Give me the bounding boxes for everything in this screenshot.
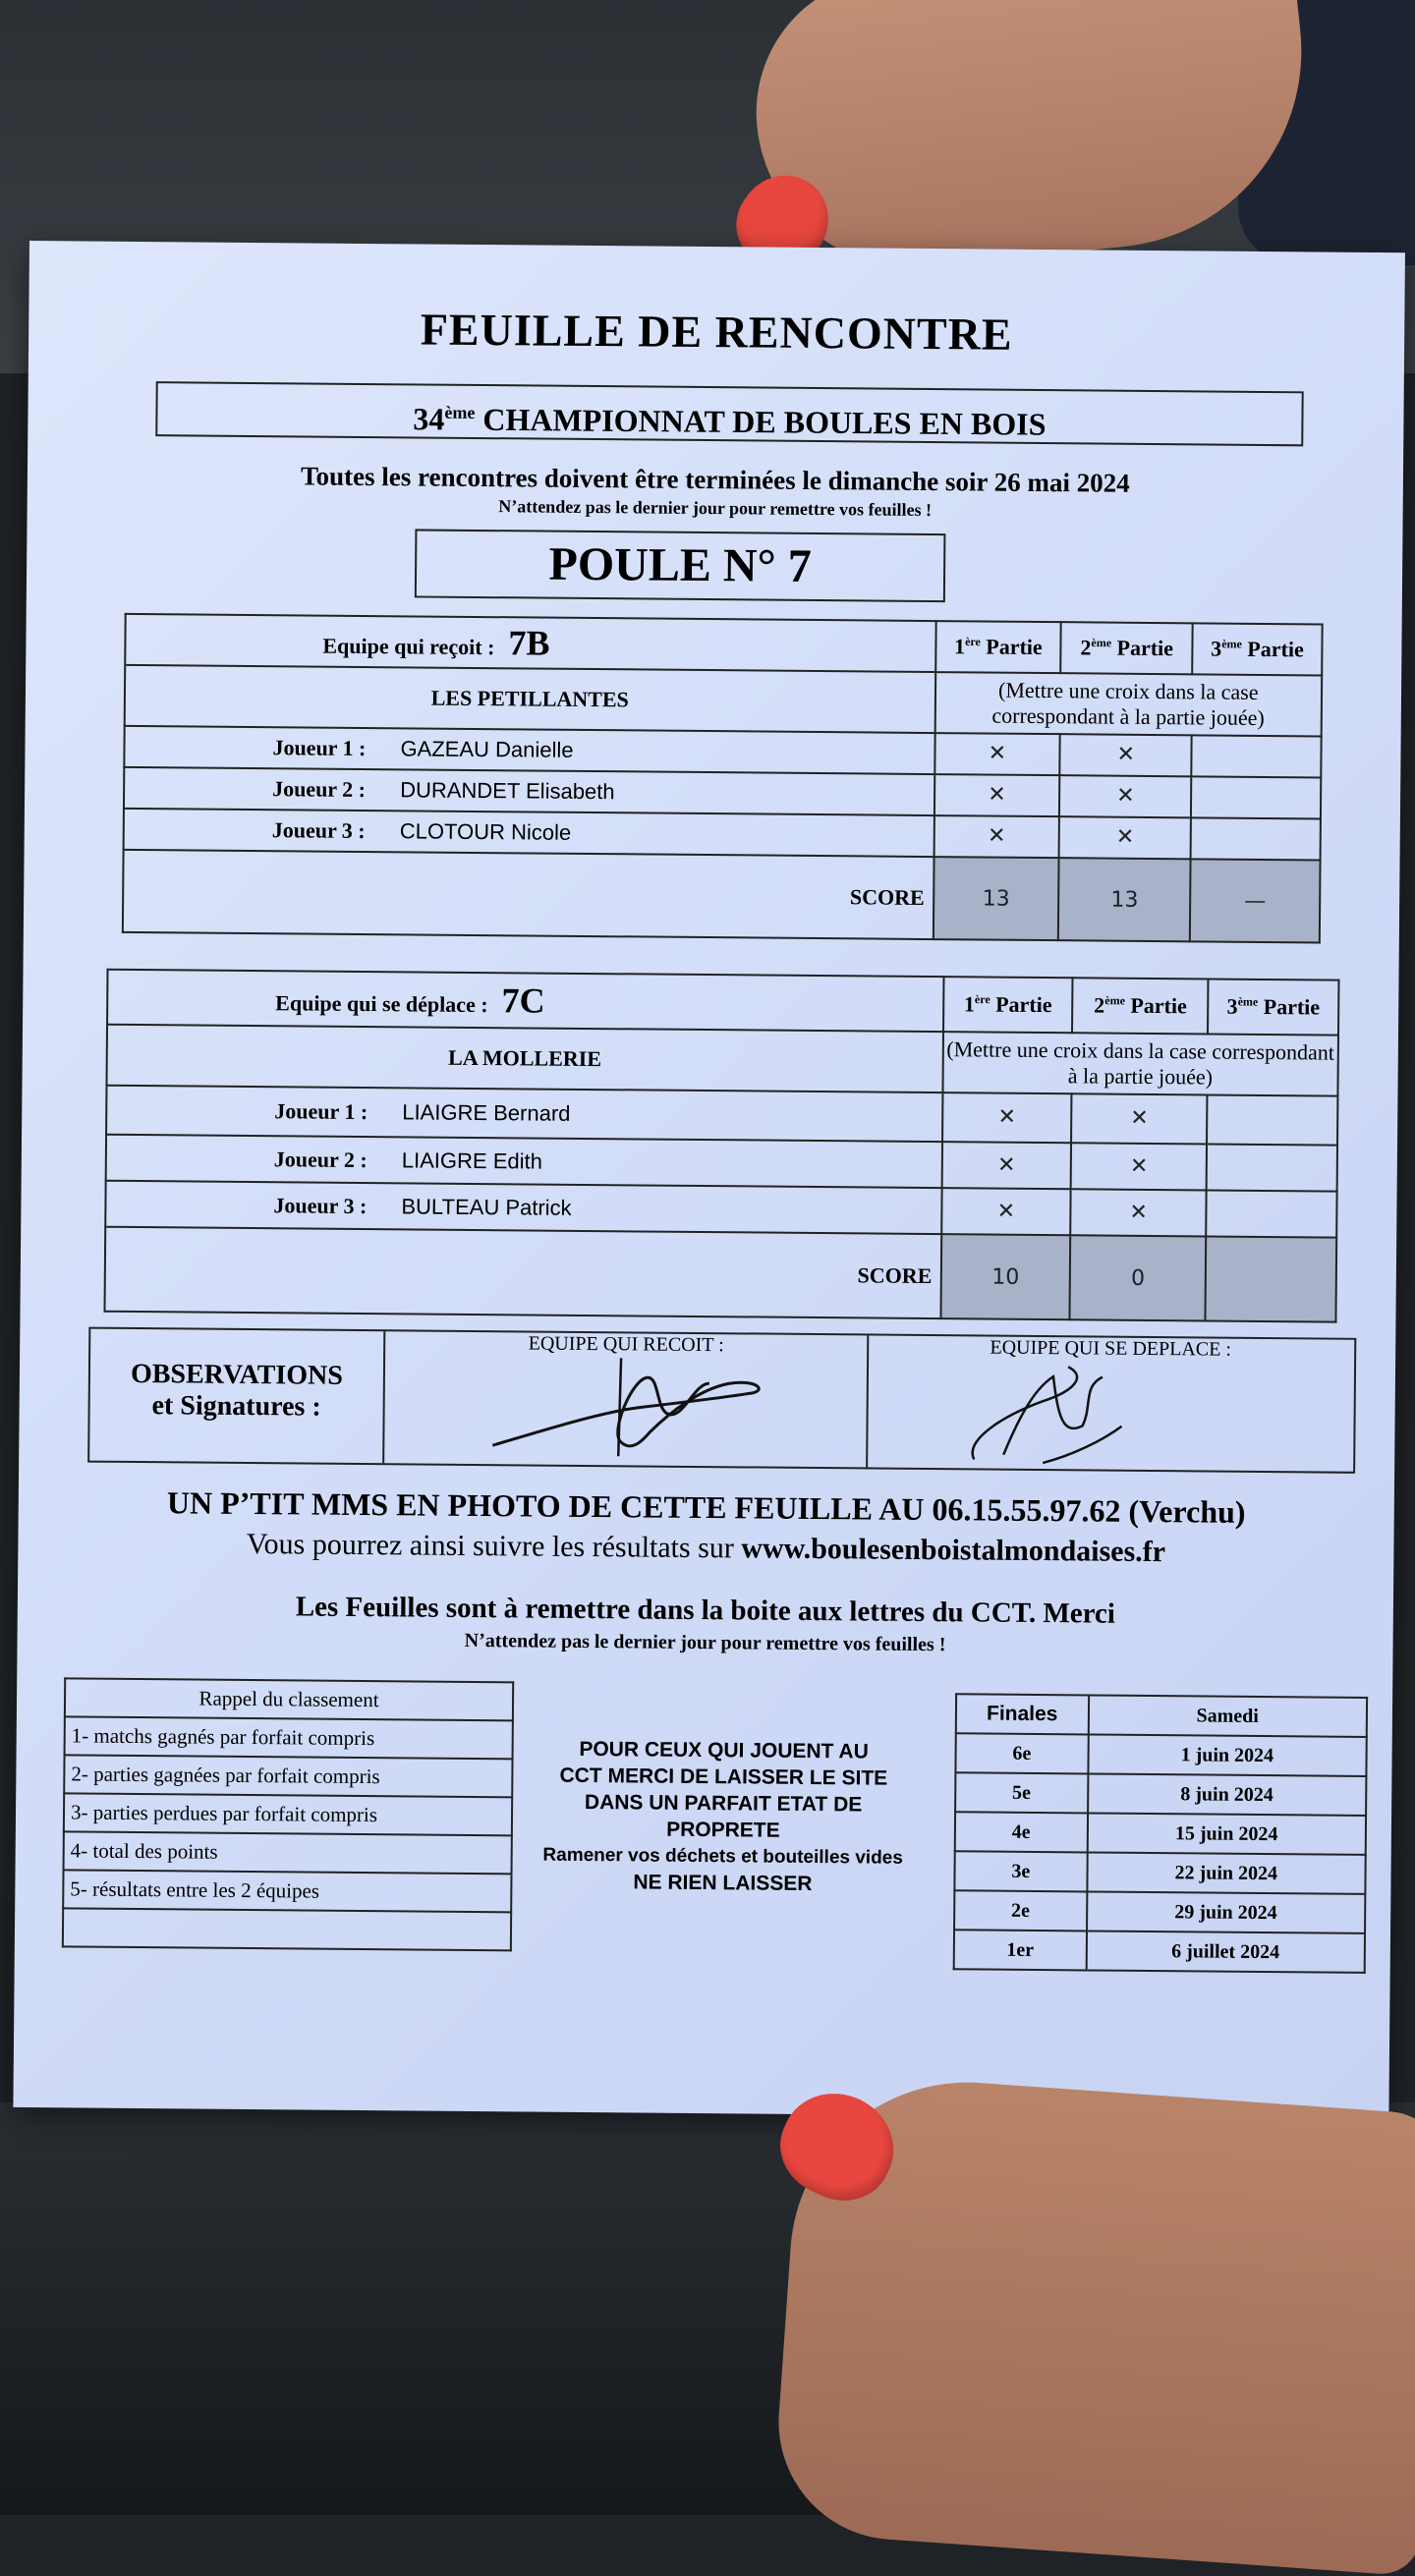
away-player-1-mark-3	[1207, 1094, 1337, 1145]
away-partie-2-header: 2ème Partie	[1072, 978, 1208, 1034]
mms-notice: UN P’TIT MMS EN PHOTO DE CETTE FEUILLE AU 06.15.55.97.62 (Verchu)	[166, 1484, 1246, 1530]
away-signature	[944, 1346, 1142, 1471]
home-player-2: Joueur 2 : DURANDET Elisabeth	[124, 767, 934, 815]
finales-date: 15 juin 2024	[1087, 1813, 1366, 1854]
home-player-1-mark-2: ✕	[1060, 734, 1192, 776]
finales-round: 6e	[955, 1733, 1088, 1773]
home-team-table	[122, 613, 1324, 944]
away-score-1: 10	[940, 1234, 1071, 1319]
home-player-1: Joueur 1 : GAZEAU Danielle	[124, 726, 934, 774]
away-score-3	[1206, 1236, 1337, 1321]
home-player-1-mark-1: ✕	[934, 733, 1060, 775]
home-player-3-mark-2: ✕	[1059, 816, 1191, 859]
deadline-note: N’attendez pas le dernier jour pour remettre vos feuilles !	[498, 496, 933, 521]
rappel-item: 4- total des points	[64, 1831, 512, 1874]
finales-table	[953, 1693, 1368, 1974]
site-notice: Vous pourrez ainsi suivre les résultats sur www.boulesenboistalmondaises.fr	[246, 1527, 1166, 1569]
home-partie-1-header: 1ère Partie	[935, 621, 1061, 673]
rappel-item: 5- résultats entre les 2 équipes	[63, 1870, 511, 1912]
match-sheet	[13, 241, 1405, 2119]
away-player-1: Joueur 1 : LIAIGRE Bernard	[106, 1086, 942, 1142]
rappel-item	[63, 1908, 511, 1950]
away-player-2-mark-2: ✕	[1071, 1143, 1207, 1190]
away-player-2-mark-3	[1207, 1144, 1337, 1191]
finales-header-day: Samedi	[1088, 1695, 1367, 1736]
home-team-label: Equipe qui reçoit :	[322, 633, 495, 660]
away-team-table	[103, 969, 1339, 1323]
home-player-2-mark-2: ✕	[1059, 775, 1191, 817]
rappel-table	[62, 1677, 514, 1951]
away-signature-label: EQUIPE QUI SE DEPLACE :	[990, 1336, 1232, 1361]
poule-title: POULE N° 7	[415, 529, 946, 602]
home-score-1: 13	[933, 857, 1059, 940]
away-player-2: Joueur 2 : LIAIGRE Edith	[106, 1135, 942, 1188]
away-player-2-mark-1: ✕	[941, 1142, 1071, 1189]
championship-sup: ème	[444, 402, 476, 422]
home-instruction: (Mettre une croix dans la case correspondant à la partie jouée)	[934, 672, 1322, 736]
away-player-3: Joueur 3 : BULTEAU Patrick	[105, 1181, 941, 1234]
finales-date: 6 juillet 2024	[1086, 1931, 1365, 1972]
home-partie-2-header: 2ème Partie	[1061, 622, 1193, 674]
away-instruction: (Mettre une croix dans la case correspondant à la partie jouée)	[942, 1032, 1338, 1096]
away-player-1-mark-1: ✕	[942, 1092, 1072, 1143]
away-score-label: SCORE	[104, 1227, 940, 1318]
finales-date: 29 juin 2024	[1087, 1891, 1366, 1932]
sheet-title: FEUILLE DE RENCONTRE	[420, 304, 1013, 360]
championship-name: CHAMPIONNAT DE BOULES EN BOIS	[475, 401, 1047, 442]
finales-header-round: Finales	[956, 1694, 1089, 1734]
away-player-3-mark-2: ✕	[1071, 1189, 1207, 1236]
championship-number: 34	[413, 401, 445, 437]
championship-box	[155, 381, 1303, 446]
away-partie-3-header: 3ème Partie	[1208, 979, 1338, 1035]
away-player-1-mark-2: ✕	[1071, 1093, 1207, 1144]
home-signature	[482, 1352, 778, 1463]
home-signature-cell	[384, 1331, 869, 1467]
rappel-title: Rappel du classement	[65, 1678, 513, 1720]
home-player-2-mark-3	[1191, 776, 1321, 818]
finales-round: 3e	[954, 1851, 1087, 1891]
home-signature-label: EQUIPE QUI RECOIT :	[528, 1332, 724, 1357]
away-score-2: 0	[1070, 1235, 1207, 1320]
home-team-id: 7B	[508, 623, 550, 663]
away-team-header	[107, 970, 943, 1032]
finales-date: 22 juin 2024	[1087, 1852, 1366, 1893]
away-partie-1-header: 1ère Partie	[943, 977, 1073, 1033]
finales-round: 1er	[954, 1930, 1087, 1970]
home-player-2-mark-1: ✕	[934, 774, 1059, 816]
finales-round: 2e	[954, 1890, 1087, 1931]
finales-round: 5e	[955, 1772, 1088, 1813]
away-signature-cell	[866, 1335, 1354, 1471]
home-score-2: 13	[1058, 858, 1191, 941]
feuilles-notice: Les Feuilles sont à remettre dans la boite aux lettres du CCT. Merci	[295, 1591, 1116, 1630]
home-team-name: LES PETILLANTES	[125, 665, 935, 733]
home-partie-3-header: 3ème Partie	[1192, 623, 1322, 675]
feuilles-note: N’attendez pas le dernier jour pour remettre vos feuilles !	[464, 1629, 946, 1656]
observations-box	[87, 1327, 1356, 1474]
home-team-header	[125, 614, 935, 672]
away-player-3-mark-1: ✕	[941, 1188, 1071, 1235]
home-player-1-mark-3	[1191, 735, 1321, 777]
home-player-3-mark-1: ✕	[934, 815, 1059, 858]
rappel-item: 1- matchs gagnés par forfait compris	[65, 1716, 513, 1759]
home-score-label: SCORE	[123, 850, 934, 939]
home-player-3-mark-3	[1191, 817, 1321, 860]
cleanliness-notice: POUR CEUX QUI JOUENT AU CCT MERCI DE LAISSER LE SITE DANS UN PARFAIT ETAT DE PROPRETE Ramener vos déchets et bouteilles vides NE RIEN LAISSER	[542, 1737, 903, 1896]
rappel-item: 3- parties perdues par forfait compris	[64, 1793, 512, 1835]
deadline-text: Toutes les rencontres doivent être terminées le dimanche soir 26 mai 2024	[300, 461, 1130, 498]
home-score-3: —	[1190, 859, 1321, 942]
finales-date: 1 juin 2024	[1088, 1734, 1367, 1775]
away-team-label: Equipe qui se déplace :	[275, 990, 488, 1018]
away-player-3-mark-3	[1206, 1190, 1336, 1237]
rappel-item: 2- parties gagnées par forfait compris	[64, 1755, 512, 1797]
finales-date: 8 juin 2024	[1088, 1773, 1367, 1815]
home-player-3: Joueur 3 : CLOTOUR Nicole	[124, 809, 934, 857]
finales-round: 4e	[955, 1812, 1088, 1852]
site-url: www.boulesenboistalmondaises.fr	[741, 1532, 1166, 1569]
observations-label: OBSERVATIONS et Signatures :	[89, 1329, 385, 1464]
away-team-name: LA MOLLERIE	[107, 1025, 943, 1092]
away-team-id: 7C	[501, 980, 545, 1021]
